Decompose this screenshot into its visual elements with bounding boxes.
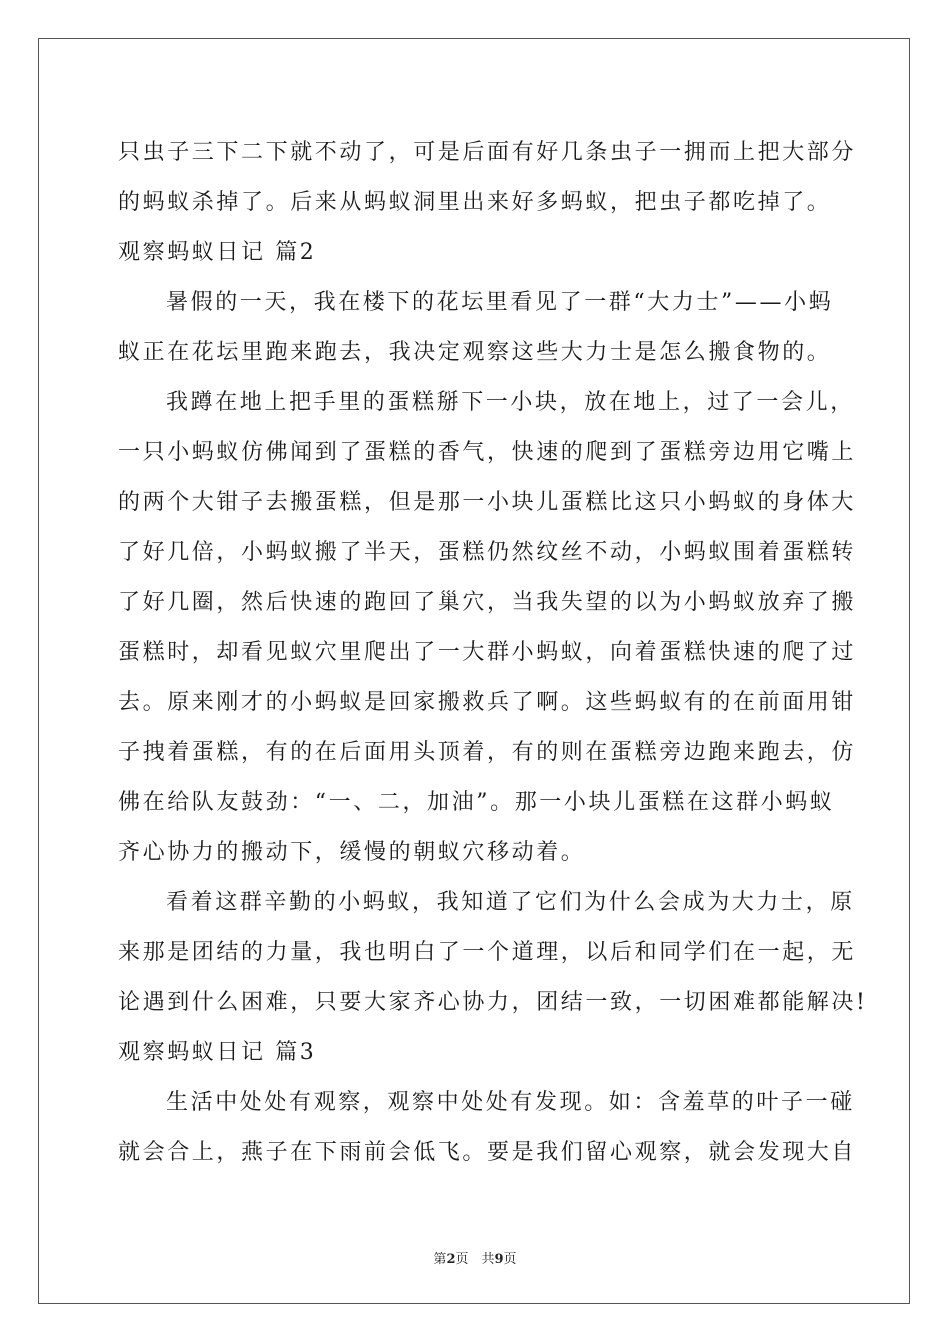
- total-page-number: 9: [494, 1252, 504, 1267]
- section-heading: 观察蚂蚁日记 篇2: [118, 240, 317, 265]
- text-line: 佛在给队友鼓劲：“一、二，加油”。那一小块儿蛋糕在这群小蚂蚁: [118, 790, 835, 815]
- text-line: 齐心协力的搬动下，缓慢的朝蚁穴移动着。: [118, 840, 586, 865]
- text-line: 了好几倍，小蚂蚁搬了半天，蛋糕仍然纹丝不动，小蚂蚁围着蛋糕转: [118, 540, 857, 565]
- text-line: 就会合上，燕子在下雨前会低飞。要是我们留心观察，就会发现大自: [118, 1140, 857, 1165]
- paragraph-first-line: 我蹲在地上把手里的蛋糕掰下一小块，放在地上，过了一会儿，: [166, 390, 855, 415]
- text-line: 一只小蚂蚁仿佛闻到了蛋糕的香气，快速的爬到了蛋糕旁边用它嘴上: [118, 440, 857, 465]
- page-number-footer: [0, 1248, 950, 1267]
- text-line: 去。原来刚才的小蚂蚁是回家搬救兵了啊。这些蚂蚁有的在前面用钳: [118, 690, 857, 715]
- page-mid: 页 共: [455, 1252, 495, 1267]
- text-line: 蚁正在花坛里跑来跑去，我决定观察这些大力士是怎么搬食物的。: [118, 340, 832, 365]
- text-line: 了好几圈，然后快速的跑回了巢穴，当我失望的以为小蚂蚁放弃了搬: [118, 590, 857, 615]
- text-line: 子拽着蛋糕，有的在后面用头顶着，有的则在蛋糕旁边跑来跑去，仿: [118, 740, 857, 765]
- section-heading: 观察蚂蚁日记 篇3: [118, 1040, 317, 1065]
- page-suffix: 页: [503, 1252, 517, 1267]
- text-line: 只虫子三下二下就不动了，可是后面有好几条虫子一拥而上把大部分: [118, 140, 857, 165]
- page-prefix: 第: [433, 1252, 447, 1267]
- paragraph-first-line: 生活中处处有观察，观察中处处有发现。如：含羞草的叶子一碰: [166, 1090, 855, 1115]
- text-line: 来那是团结的力量，我也明白了一个道理，以后和同学们在一起，无: [118, 940, 857, 965]
- current-page-number: 2: [446, 1252, 456, 1267]
- text-line: 的两个大钳子去搬蛋糕，但是那一小块儿蛋糕比这只小蚂蚁的身体大: [118, 490, 857, 515]
- text-line: 蛋糕时，却看见蚁穴里爬出了一大群小蚂蚁，向着蛋糕快速的爬了过: [118, 640, 857, 665]
- paragraph-first-line: 看着这群辛勤的小蚂蚁，我知道了它们为什么会成为大力士，原: [166, 890, 855, 915]
- paragraph-first-line: 暑假的一天，我在楼下的花坛里看见了一群“大力士”——小蚂: [166, 290, 834, 315]
- text-line: 的蚂蚁杀掉了。后来从蚂蚁洞里出来好多蚂蚁，把虫子都吃掉了。: [118, 190, 832, 215]
- text-line: 论遇到什么困难，只要大家齐心协力，团结一致，一切困难都能解决!: [118, 990, 868, 1015]
